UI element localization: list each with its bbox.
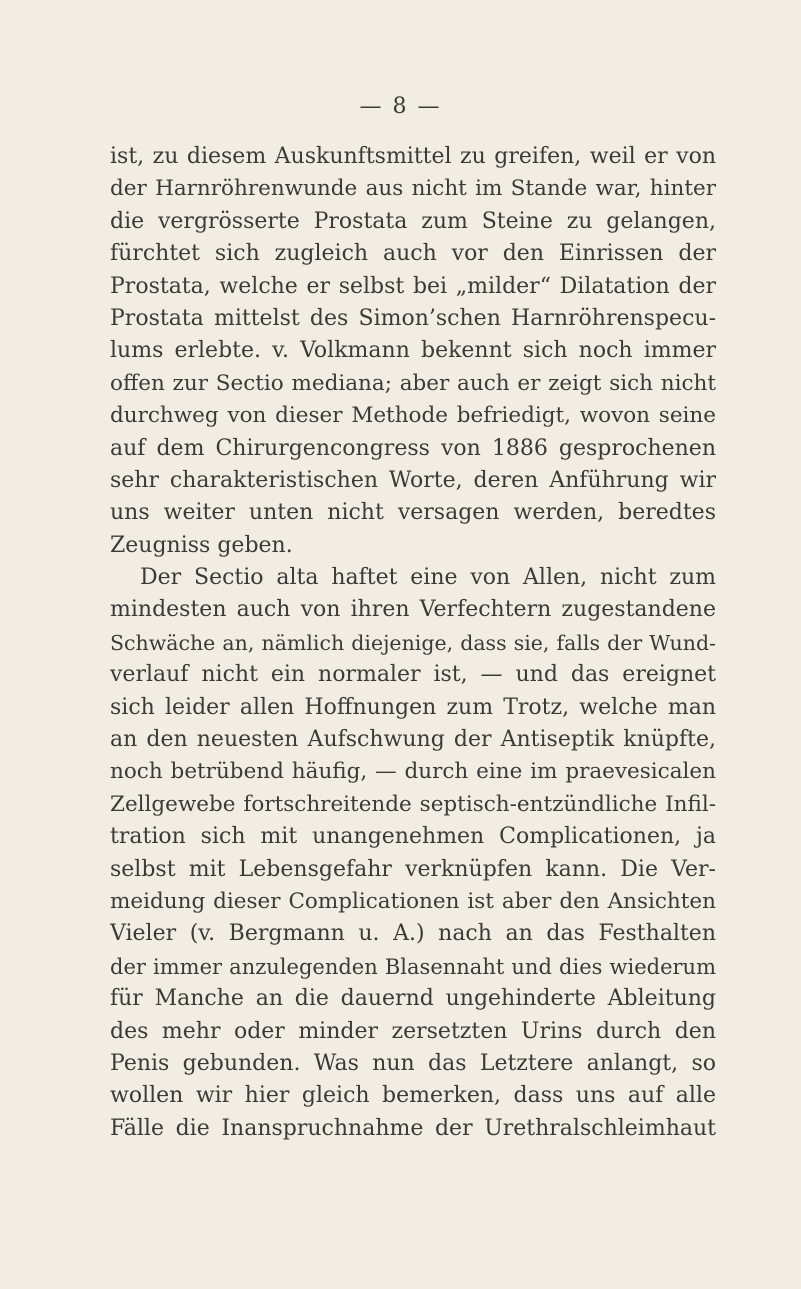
text-line: sich leider allen Hoffnungen zum Trotz, welche man — [110, 694, 716, 720]
text-line: der immer anzulegenden Blasennaht und dies wiederum — [110, 954, 716, 979]
text-line: verlauf nicht ein normaler ist, — und das ereignet — [110, 662, 716, 688]
text-line: durchweg von dieser Methode befriedigt, wovon seine — [110, 403, 716, 429]
text-line: Zellgewebe fortschreitende septisch-entzündliche Infil- — [110, 791, 716, 817]
text-line: mindesten auch von ihren Verfechtern zugestandene — [110, 597, 716, 623]
text-line: tration sich mit unangenehmen Complicationen, ja — [110, 824, 716, 850]
text-line: Prostata, welche er selbst bei „milder“ Dilatation der — [110, 273, 716, 299]
text-line: Penis gebunden. Was nun das Letztere anlangt, so — [110, 1050, 716, 1076]
text-line: Fälle die Inanspruchnahme der Urethralschleimhaut — [110, 1115, 716, 1141]
paragraph-end-line: Zeugniss geben. — [110, 532, 293, 558]
text-line: fürchtet sich zugleich auch vor den Einrissen der — [110, 241, 716, 267]
text-line: der Harnröhrenwunde aus nicht im Stande war, hinter — [110, 176, 716, 202]
text-line: lums erlebte. v. Volkmann bekennt sich noch immer — [110, 338, 716, 364]
text-line: selbst mit Lebensgefahr verknüpfen kann. Die Ver- — [110, 856, 716, 882]
text-line: Prostata mittelst des Simon’schen Harnröhrenspecu- — [110, 305, 716, 331]
text-line: Vieler (v. Bergmann u. A.) nach an das Festhalten — [110, 921, 716, 947]
page-number: — 8 — — [359, 94, 442, 119]
text-line: Schwäche an, nämlich diejenige, dass sie, falls der Wund- — [110, 630, 716, 655]
text-line: auf dem Chirurgencongress von 1886 gesprochenen — [110, 435, 716, 461]
text-line: meidung dieser Complicationen ist aber den Ansichten — [110, 888, 716, 914]
text-line: offen zur Sectio mediana; aber auch er zeigt sich nicht — [110, 370, 716, 396]
text-line: für Manche an die dauernd ungehinderte Ableitung — [110, 986, 716, 1012]
text-line: wollen wir hier gleich bemerken, dass uns auf alle — [110, 1083, 716, 1109]
text-line: uns weiter unten nicht versagen werden, beredtes — [110, 500, 716, 526]
text-line: an den neuesten Aufschwung der Antiseptik knüpfte, — [110, 727, 716, 753]
text-line: des mehr oder minder zersetzten Urins durch den — [110, 1018, 716, 1044]
text-line: noch betrübend häufig, — durch eine im praevesicalen — [110, 759, 716, 785]
text-line: die vergrösserte Prostata zum Steine zu gelangen, — [110, 208, 716, 234]
body-text — [110, 141, 716, 1145]
text-line: ist, zu diesem Auskunftsmittel zu greifen, weil er von — [110, 144, 716, 169]
text-line: sehr charakteristischen Worte, deren Anführung wir — [110, 467, 716, 493]
paragraph-start-line: Der Sectio alta haftet eine von Allen, nicht zum — [140, 565, 716, 591]
